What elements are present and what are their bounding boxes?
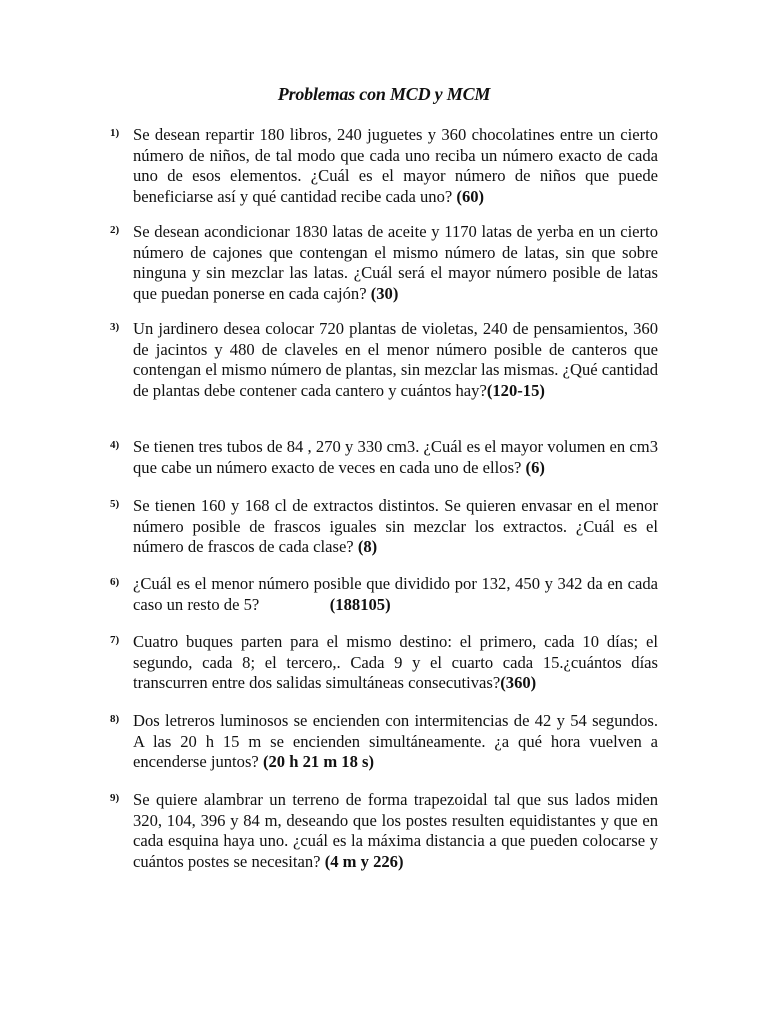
problem-number: 7) bbox=[110, 634, 120, 646]
problem-answer: (20 h 21 m 18 s) bbox=[262, 752, 375, 771]
problem-statement: ¿Cuál es el menor número posible que dividido por 132, 450 y 342 da en cada caso un resto de 5? bbox=[133, 574, 663, 614]
problem-answer: (8) bbox=[357, 537, 378, 556]
problem-number: 6) bbox=[110, 576, 120, 588]
problem-answer: (30) bbox=[370, 283, 399, 303]
problem-number: 1) bbox=[110, 127, 120, 139]
page-title-text: Problemas con MCD y MCM bbox=[277, 84, 491, 104]
problem-text bbox=[133, 711, 658, 773]
problem-answer: (60) bbox=[456, 186, 485, 206]
problem-statement: Se desean repartir 180 libros, 240 juguetes y 360 chocolatines entre un cierto número de niños, de tal modo que cada uno reciba un número exacto de cada uno de esos elementos. ¿Cuál es el mayor número de niños que puede beneficiarse así y qué cantidad recibe cada uno? bbox=[133, 125, 658, 206]
problem-answer: (4 m y 226) bbox=[324, 851, 404, 871]
problem-number: 2) bbox=[110, 224, 120, 236]
problem-answer: (6) bbox=[525, 457, 545, 477]
problem-statement: Un jardinero desea colocar 720 plantas de violetas, 240 de pensamientos, 360 de jacintos y 480 de claveles en el menor número posible de canteros que contengan el mismo número de plantas, sin mezclar las mismas. ¿Qué cantidad de plantas debe contener cada cantero y cuántos hay? bbox=[133, 319, 658, 400]
problem-number: 5) bbox=[110, 498, 120, 510]
problem-number: 3) bbox=[110, 321, 120, 333]
problem-statement: Se desean acondicionar 1830 latas de aceite y 1170 latas de yerba en un cierto número de cajones que contengan el mismo número de latas, sin que sobre ninguna y sin mezclar las latas. ¿Cuál será el mayor número posible de latas que puedan ponerse en cada cajón? bbox=[133, 222, 658, 303]
problem-number: 9) bbox=[110, 792, 120, 804]
problem-text bbox=[133, 790, 658, 872]
problem-statement: Dos letreros luminosos se encienden con intermitencias de 42 y 54 segundos. A las 20 h 15 m se encienden simultáneamente. ¿a qué hora vuelven a encenderse juntos? bbox=[133, 711, 658, 771]
problem-statement: Se tienen 160 y 168 cl de extractos distintos. Se quieren envasar en el menor número posible de frascos iguales sin mezclar los extractos. ¿Cuál es el número de frascos de cada clase? bbox=[133, 496, 658, 556]
problem-text bbox=[133, 437, 658, 478]
problem-text bbox=[133, 574, 663, 615]
problem-statement: Se tienen tres tubos de 84 , 270 y 330 cm3. ¿Cuál es el mayor volumen en cm3 que cabe un número exacto de veces en cada uno de ellos? bbox=[133, 437, 658, 477]
problem-statement: Cuatro buques parten para el mismo destino: el primero, cada 10 días; el segundo, cada 8; el tercero,. Cada 9 y el cuarto cada 15.¿cuántos días transcurren entre dos salidas simultáneas consecutivas? bbox=[133, 632, 658, 692]
problem-text bbox=[133, 319, 658, 401]
problem-answer: (120-15) bbox=[486, 380, 545, 400]
problem-number: 4) bbox=[110, 439, 120, 451]
problem-text bbox=[133, 222, 658, 304]
page-title bbox=[0, 84, 768, 105]
problem-answer: (360) bbox=[500, 673, 537, 692]
problem-text bbox=[133, 125, 658, 207]
problem-number: 8) bbox=[110, 713, 120, 725]
problem-statement: Se quiere alambrar un terreno de forma trapezoidal tal que sus lados miden 320, 104, 396 y 84 m, deseando que los postes resulten equidistantes y que en cada esquina haya uno. ¿cuál es la máxima distancia a que pueden colocarse y cuántos postes se necesitan? bbox=[133, 790, 658, 871]
problem-answer: (188105) bbox=[329, 594, 391, 614]
problem-text bbox=[133, 496, 658, 558]
problem-text bbox=[133, 632, 658, 694]
